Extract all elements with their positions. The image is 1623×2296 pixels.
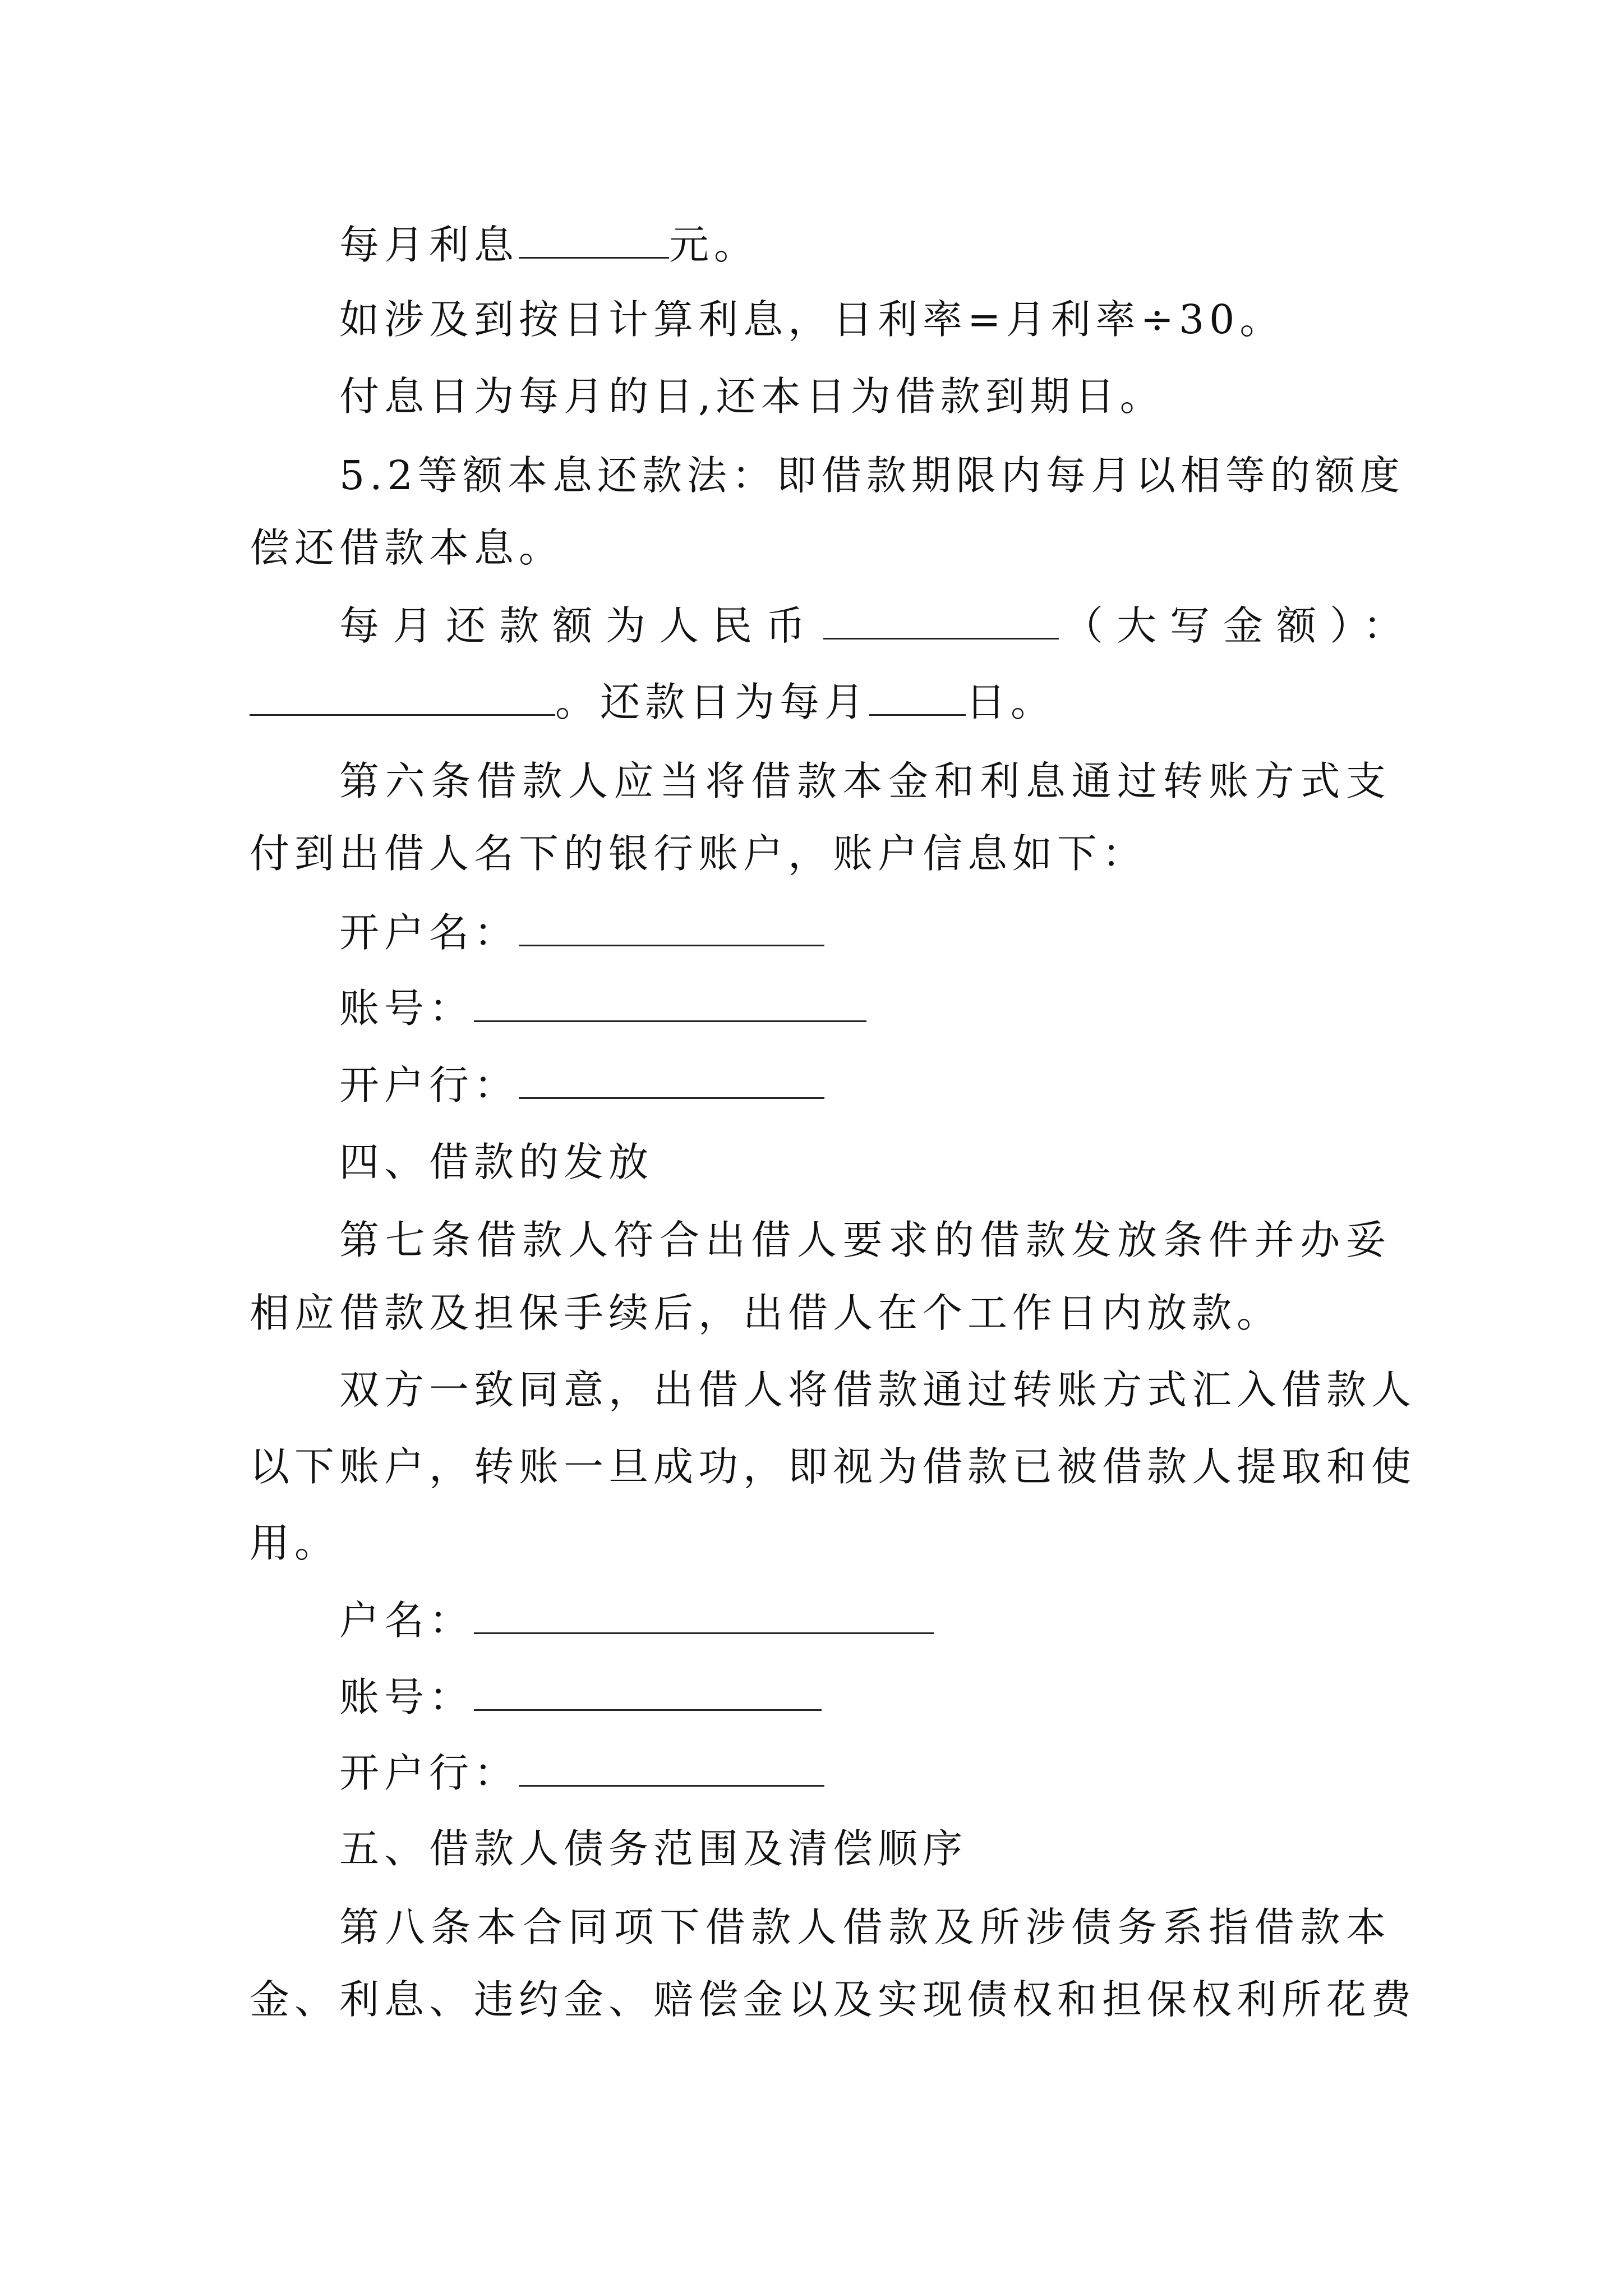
lender-account-number-line <box>339 982 1391 1036</box>
equal-installment-line: 5.2等额本息还款法：即借款期限内每月以相等的额度 <box>339 452 1405 499</box>
lender-account-number-label: 账号： <box>339 985 474 1032</box>
article-seven-cont: 相应借款及担保手续后，出借人在个工作日内放款。 <box>250 1290 1282 1336</box>
borrower-bank-blank[interactable] <box>519 1750 824 1787</box>
payment-date-line: 付息日为每月的日,还本日为借款到期日。 <box>339 373 1165 420</box>
repayment-day-line <box>250 675 1391 729</box>
agreement-end: 用。 <box>250 1520 340 1566</box>
monthly-interest-line <box>339 218 1391 272</box>
lender-bank-label: 开户行： <box>339 1062 519 1108</box>
article-six-line: 第六条借款人应当将借款本金和利息通过转账方式支 <box>339 758 1391 804</box>
repayment-day-blank[interactable] <box>869 679 966 716</box>
monthly-payment-label: 每月还款额为人民币 <box>339 602 819 649</box>
borrower-account-number-line <box>339 1671 1391 1724</box>
lender-account-number-blank[interactable] <box>474 986 866 1022</box>
lender-account-name-blank[interactable] <box>519 910 824 946</box>
monthly-interest-unit: 元。 <box>669 222 759 268</box>
borrower-bank-label: 开户行： <box>339 1750 519 1796</box>
article-seven-line: 第七条借款人符合出借人要求的借款发放条件并办妥 <box>339 1217 1391 1263</box>
daily-rate-line: 如涉及到按日计算利息，日利率=月利率÷30。 <box>339 296 1285 343</box>
lender-account-name-label: 开户名： <box>339 909 519 956</box>
equal-installment-cont: 偿还借款本息。 <box>250 524 564 571</box>
repayment-day-unit: 日。 <box>966 679 1056 725</box>
borrower-account-name-blank[interactable] <box>474 1598 934 1634</box>
monthly-payment-line <box>339 599 1417 653</box>
borrower-account-name-label: 户名： <box>339 1597 474 1644</box>
borrower-account-number-label: 账号： <box>339 1674 474 1720</box>
monthly-payment-capital: （大写金额）： <box>1063 602 1417 649</box>
section-four-heading: 四、借款的发放 <box>339 1139 654 1185</box>
repayment-day-label: 。还款日为每月 <box>555 679 870 725</box>
agreement-cont: 以下账户，转账一旦成功，即视为借款已被借款人提取和使 <box>250 1443 1417 1490</box>
lender-bank-line <box>339 1059 1391 1112</box>
borrower-account-number-blank[interactable] <box>474 1674 822 1711</box>
article-eight-cont: 金、利息、违约金、赔偿金以及实现债权和担保权利所花费 <box>250 1976 1417 2023</box>
monthly-interest-label: 每月利息 <box>339 222 519 268</box>
lender-account-name-line <box>339 906 1391 960</box>
monthly-payment-blank[interactable] <box>823 603 1059 639</box>
borrower-account-name-line <box>339 1594 1391 1648</box>
borrower-bank-line <box>339 1746 1391 1800</box>
article-eight-line: 第八条本合同项下借款人借款及所涉债务系指借款本 <box>339 1904 1391 1950</box>
monthly-interest-blank[interactable] <box>519 222 669 259</box>
lender-bank-blank[interactable] <box>519 1062 824 1099</box>
agreement-line: 双方一致同意，出借人将借款通过转账方式汇入借款人 <box>339 1366 1417 1413</box>
article-six-cont: 付到出借人名下的银行账户，账户信息如下： <box>250 830 1147 877</box>
section-five-heading: 五、借款人债务范围及清偿顺序 <box>339 1825 968 1872</box>
capital-amount-blank[interactable] <box>250 679 555 716</box>
